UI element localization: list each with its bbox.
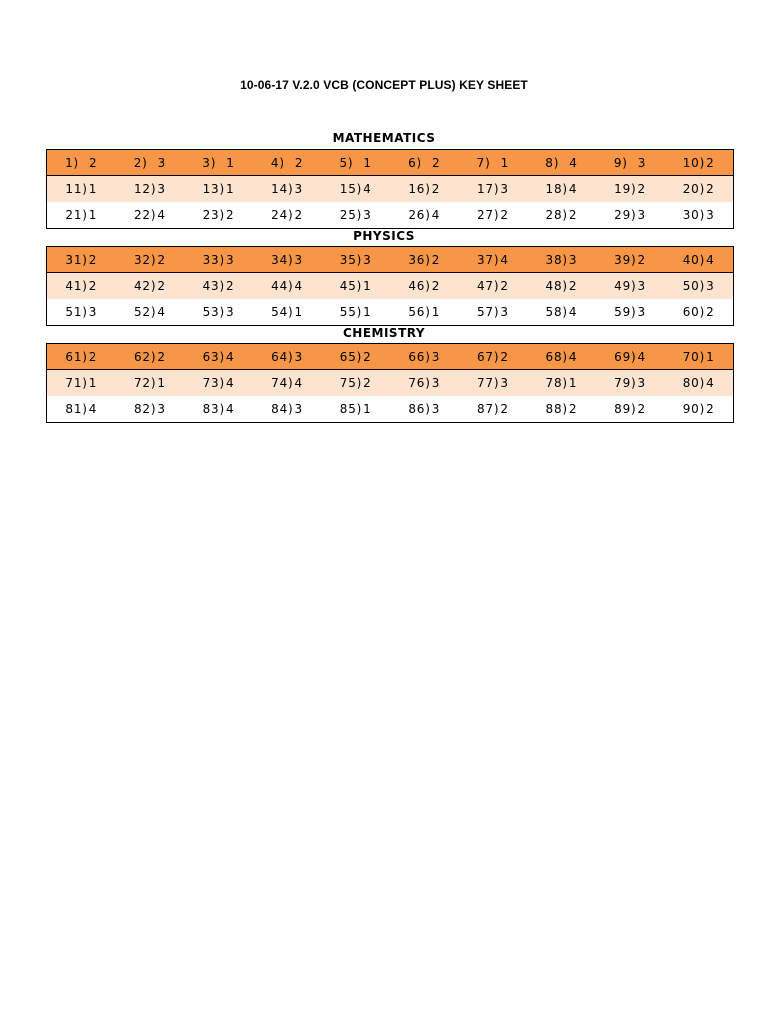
answer-option: 3: [294, 402, 303, 416]
answer-option: 4: [363, 182, 372, 196]
answer-cell: [321, 156, 390, 170]
answer-option: 4: [568, 182, 578, 196]
question-number: 72): [133, 376, 157, 390]
answer-cell: [253, 208, 322, 222]
answer-option: 2: [500, 402, 509, 416]
answer-cell: [527, 376, 596, 390]
answer-option: 2: [500, 349, 509, 364]
answer-option: 2: [225, 208, 235, 222]
answer-option: 4: [637, 349, 646, 364]
question-number: 40): [682, 252, 706, 267]
question-number: 61): [65, 349, 88, 364]
answer-option: 2: [89, 155, 98, 170]
answer-cell: [253, 402, 322, 416]
answer-option: 2: [568, 208, 578, 222]
answer-option: 4: [225, 376, 235, 390]
question-number: 66): [408, 349, 431, 364]
answer-cell: [664, 253, 733, 267]
question-number: 17): [476, 182, 500, 196]
answer-cell: [253, 305, 322, 319]
answer-cell: [390, 305, 459, 319]
question-number: 68): [545, 349, 568, 364]
answer-cell: [459, 350, 528, 364]
answer-option: 1: [706, 349, 715, 364]
question-number: 43): [202, 279, 225, 293]
answer-cell: [459, 156, 528, 170]
question-number: 46): [408, 279, 431, 293]
answer-cell: [116, 376, 185, 390]
answer-cell: [596, 182, 665, 196]
answer-option: 4: [157, 305, 166, 319]
answer-cell: [390, 350, 459, 364]
answer-cell: [459, 182, 528, 196]
question-number: 86): [408, 402, 431, 416]
answer-option: 3: [500, 182, 509, 196]
answer-option: 3: [637, 208, 646, 222]
answer-option: 3: [225, 252, 235, 267]
answer-option: 4: [294, 376, 303, 390]
answer-cell: [184, 305, 253, 319]
answer-cell: [527, 305, 596, 319]
answer-option: 2: [88, 279, 98, 293]
answer-option: 3: [157, 402, 166, 416]
answer-option: 1: [363, 155, 372, 170]
question-number: 76): [408, 376, 431, 390]
answer-option: 1: [568, 376, 578, 390]
answer-cell: [47, 253, 116, 267]
question-number: 21): [65, 208, 88, 222]
question-number: 9): [613, 155, 628, 170]
question-number: 52): [133, 305, 157, 319]
question-number: 34): [271, 252, 294, 267]
answer-option: 2: [88, 349, 98, 364]
question-number: 24): [271, 208, 294, 222]
question-number: 37): [476, 252, 500, 267]
answer-option: 2: [294, 155, 304, 170]
answer-cell: [390, 279, 459, 293]
answer-option: 3: [500, 376, 509, 390]
answer-option: 3: [157, 155, 167, 170]
answer-option: 2: [500, 279, 509, 293]
table-row: [47, 176, 733, 202]
answer-cell: [527, 279, 596, 293]
question-number: 8): [545, 155, 560, 170]
answer-option: 4: [568, 305, 578, 319]
section-heading-mathematics: MATHEMATICS: [332, 131, 436, 145]
answer-key-table-physics: [46, 246, 734, 326]
answer-cell: [184, 350, 253, 364]
question-number: 56): [408, 305, 431, 319]
answer-cell: [664, 376, 733, 390]
answer-cell: [664, 208, 733, 222]
question-number: 74): [271, 376, 294, 390]
answer-option: 3: [225, 305, 235, 319]
question-number: 5): [339, 155, 354, 170]
answer-cell: [664, 182, 733, 196]
answer-option: 2: [157, 252, 166, 267]
answer-cell: [253, 253, 322, 267]
question-number: 63): [202, 349, 225, 364]
question-number: 83): [202, 402, 225, 416]
question-number: 75): [339, 376, 363, 390]
answer-cell: [116, 305, 185, 319]
answer-option: 2: [157, 279, 166, 293]
answer-option: 1: [363, 402, 372, 416]
question-number: 82): [133, 402, 157, 416]
question-number: 71): [65, 376, 88, 390]
answer-cell: [184, 279, 253, 293]
answer-cell: [184, 402, 253, 416]
answer-cell: [47, 402, 116, 416]
answer-cell: [253, 182, 322, 196]
answer-option: 2: [637, 252, 646, 267]
table-row: [47, 202, 733, 228]
table-row: [47, 396, 733, 422]
answer-option: 3: [637, 155, 647, 170]
answer-option: 2: [431, 279, 441, 293]
answer-cell: [116, 253, 185, 267]
answer-cell: [390, 376, 459, 390]
question-number: 38): [545, 252, 568, 267]
question-number: 88): [545, 402, 568, 416]
answer-cell: [596, 402, 665, 416]
answer-option: 2: [431, 182, 441, 196]
answer-cell: [47, 208, 116, 222]
answer-cell: [527, 350, 596, 364]
answer-option: 2: [88, 252, 98, 267]
answer-option: 1: [500, 155, 510, 170]
question-number: 7): [476, 155, 491, 170]
question-number: 90): [682, 402, 706, 416]
answer-option: 2: [432, 155, 441, 170]
answer-cell: [527, 208, 596, 222]
question-number: 57): [476, 305, 500, 319]
answer-cell: [253, 279, 322, 293]
answer-cell: [116, 402, 185, 416]
question-number: 36): [408, 252, 431, 267]
question-number: 44): [271, 279, 294, 293]
question-number: 13): [202, 182, 225, 196]
answer-option: 2: [500, 208, 509, 222]
question-number: 6): [408, 155, 422, 170]
answer-cell: [184, 376, 253, 390]
question-number: 41): [65, 279, 88, 293]
answer-cell: [116, 208, 185, 222]
table-row: [47, 247, 733, 273]
answer-cell: [664, 279, 733, 293]
answer-option: 2: [225, 279, 235, 293]
answer-cell: [321, 208, 390, 222]
answer-cell: [321, 350, 390, 364]
question-number: 33): [202, 252, 225, 267]
question-number: 78): [545, 376, 568, 390]
question-number: 89): [614, 402, 637, 416]
answer-cell: [184, 182, 253, 196]
question-number: 39): [614, 252, 637, 267]
question-number: 29): [614, 208, 637, 222]
answer-cell: [390, 402, 459, 416]
answer-option: 3: [88, 305, 98, 319]
question-number: 69): [614, 349, 637, 364]
answer-cell: [116, 279, 185, 293]
question-number: 77): [476, 376, 500, 390]
table-row: [47, 273, 733, 299]
answer-option: 4: [500, 252, 509, 267]
answer-option: 1: [294, 305, 303, 319]
question-number: 51): [65, 305, 88, 319]
question-number: 53): [202, 305, 225, 319]
answer-cell: [459, 279, 528, 293]
answer-cell: [184, 156, 253, 170]
answer-option: 2: [568, 402, 578, 416]
answer-cell: [116, 350, 185, 364]
answer-option: 3: [294, 182, 303, 196]
answer-cell: [596, 156, 665, 170]
question-number: 79): [614, 376, 637, 390]
section-heading-chemistry: CHEMISTRY: [342, 326, 426, 340]
answer-cell: [527, 156, 596, 170]
question-number: 31): [65, 252, 88, 267]
question-number: 2): [133, 155, 148, 170]
answer-option: 3: [294, 349, 303, 364]
answer-option: 3: [363, 208, 372, 222]
question-number: 65): [339, 349, 363, 364]
question-number: 55): [339, 305, 363, 319]
answer-option: 2: [706, 402, 715, 416]
question-number: 58): [545, 305, 568, 319]
answer-cell: [664, 350, 733, 364]
answer-cell: [47, 156, 116, 170]
answer-option: 1: [88, 376, 98, 390]
answer-option: 1: [88, 182, 98, 196]
answer-option: 2: [363, 349, 372, 364]
answer-cell: [596, 350, 665, 364]
answer-cell: [116, 156, 185, 170]
question-number: 42): [133, 279, 157, 293]
answer-option: 2: [294, 208, 303, 222]
answer-option: 3: [363, 252, 372, 267]
answer-cell: [47, 279, 116, 293]
answer-option: 3: [706, 279, 715, 293]
question-number: 32): [133, 252, 157, 267]
question-number: 11): [65, 182, 88, 196]
question-number: 15): [339, 182, 363, 196]
question-number: 80): [682, 376, 706, 390]
answer-option: 2: [706, 305, 715, 319]
answer-cell: [459, 376, 528, 390]
answer-option: 3: [294, 252, 303, 267]
answer-option: 1: [225, 182, 235, 196]
answer-cell: [664, 305, 733, 319]
answer-cell: [253, 156, 322, 170]
question-number: 73): [202, 376, 225, 390]
answer-option: 3: [637, 376, 646, 390]
question-number: 85): [339, 402, 363, 416]
answer-cell: [596, 305, 665, 319]
question-number: 4): [270, 155, 285, 170]
table-row: [47, 370, 733, 396]
answer-cell: [321, 305, 390, 319]
answer-cell: [596, 376, 665, 390]
answer-cell: [321, 279, 390, 293]
document-title: 10-06-17 V.2.0 VCB (CONCEPT PLUS) KEY SHEET: [240, 78, 528, 92]
answer-option: 4: [88, 402, 98, 416]
question-number: 12): [133, 182, 157, 196]
question-number: 59): [614, 305, 637, 319]
question-number: 22): [133, 208, 157, 222]
question-number: 62): [133, 349, 157, 364]
answer-option: 4: [225, 349, 235, 364]
answer-option: 1: [431, 305, 441, 319]
answer-cell: [253, 350, 322, 364]
answer-cell: [459, 402, 528, 416]
table-row: [47, 299, 733, 325]
answer-cell: [253, 376, 322, 390]
answer-cell: [184, 208, 253, 222]
question-number: 30): [682, 208, 706, 222]
table-row: [47, 344, 733, 370]
question-number: 18): [545, 182, 568, 196]
question-number: 87): [476, 402, 500, 416]
answer-cell: [459, 305, 528, 319]
answer-option: 3: [568, 252, 578, 267]
question-number: 23): [202, 208, 225, 222]
answer-option: 4: [568, 349, 578, 364]
answer-cell: [664, 156, 733, 170]
answer-cell: [596, 253, 665, 267]
answer-key-table-mathematics: [46, 149, 734, 229]
question-number: 19): [614, 182, 637, 196]
answer-option: 4: [706, 376, 715, 390]
answer-option: 4: [431, 208, 441, 222]
question-number: 49): [614, 279, 637, 293]
question-number: 48): [545, 279, 568, 293]
answer-cell: [321, 402, 390, 416]
question-number: 10): [682, 155, 706, 170]
question-number: 20): [682, 182, 706, 196]
question-number: 84): [271, 402, 294, 416]
answer-cell: [390, 182, 459, 196]
answer-option: 3: [637, 279, 646, 293]
question-number: 81): [65, 402, 88, 416]
question-number: 47): [476, 279, 500, 293]
question-number: 60): [682, 305, 706, 319]
answer-cell: [321, 376, 390, 390]
answer-option: 2: [706, 182, 715, 196]
question-number: 50): [682, 279, 706, 293]
section-heading-physics: PHYSICS: [353, 229, 415, 243]
question-number: 27): [476, 208, 500, 222]
answer-cell: [459, 208, 528, 222]
answer-cell: [527, 402, 596, 416]
answer-option: 4: [225, 402, 235, 416]
answer-cell: [321, 182, 390, 196]
answer-cell: [596, 208, 665, 222]
answer-option: 3: [431, 402, 441, 416]
answer-option: 3: [431, 349, 441, 364]
answer-option: 1: [363, 279, 372, 293]
answer-cell: [596, 279, 665, 293]
question-number: 25): [339, 208, 363, 222]
answer-option: 4: [706, 252, 715, 267]
answer-cell: [47, 376, 116, 390]
answer-cell: [184, 253, 253, 267]
question-number: 1): [65, 155, 80, 170]
answer-option: 3: [706, 208, 715, 222]
answer-cell: [47, 305, 116, 319]
question-number: 26): [408, 208, 431, 222]
answer-option: 4: [569, 155, 578, 170]
question-number: 28): [545, 208, 568, 222]
answer-cell: [321, 253, 390, 267]
answer-cell: [664, 402, 733, 416]
answer-option: 3: [157, 182, 166, 196]
answer-cell: [390, 253, 459, 267]
answer-option: 1: [88, 208, 98, 222]
question-number: 35): [339, 252, 363, 267]
answer-option: 3: [431, 376, 441, 390]
answer-cell: [527, 182, 596, 196]
question-number: 45): [339, 279, 363, 293]
answer-option: 4: [294, 279, 303, 293]
question-number: 14): [271, 182, 294, 196]
question-number: 67): [476, 349, 500, 364]
answer-option: 3: [500, 305, 509, 319]
question-number: 3): [202, 155, 217, 170]
table-row: [47, 150, 733, 176]
answer-cell: [116, 182, 185, 196]
question-number: 64): [271, 349, 294, 364]
answer-cell: [47, 350, 116, 364]
answer-option: 3: [637, 305, 646, 319]
answer-option: 1: [226, 155, 235, 170]
answer-option: 2: [637, 402, 646, 416]
answer-option: 4: [157, 208, 166, 222]
answer-cell: [390, 208, 459, 222]
answer-key-table-chemistry: [46, 343, 734, 423]
answer-option: 2: [568, 279, 578, 293]
answer-option: 2: [431, 252, 441, 267]
answer-cell: [527, 253, 596, 267]
answer-option: 2: [157, 349, 166, 364]
answer-option: 2: [637, 182, 646, 196]
answer-cell: [47, 182, 116, 196]
answer-option: 2: [706, 155, 715, 170]
answer-option: 1: [363, 305, 372, 319]
answer-option: 1: [157, 376, 166, 390]
question-number: 16): [408, 182, 431, 196]
question-number: 70): [682, 349, 706, 364]
answer-cell: [459, 253, 528, 267]
answer-option: 2: [363, 376, 372, 390]
question-number: 54): [271, 305, 294, 319]
answer-cell: [390, 156, 459, 170]
